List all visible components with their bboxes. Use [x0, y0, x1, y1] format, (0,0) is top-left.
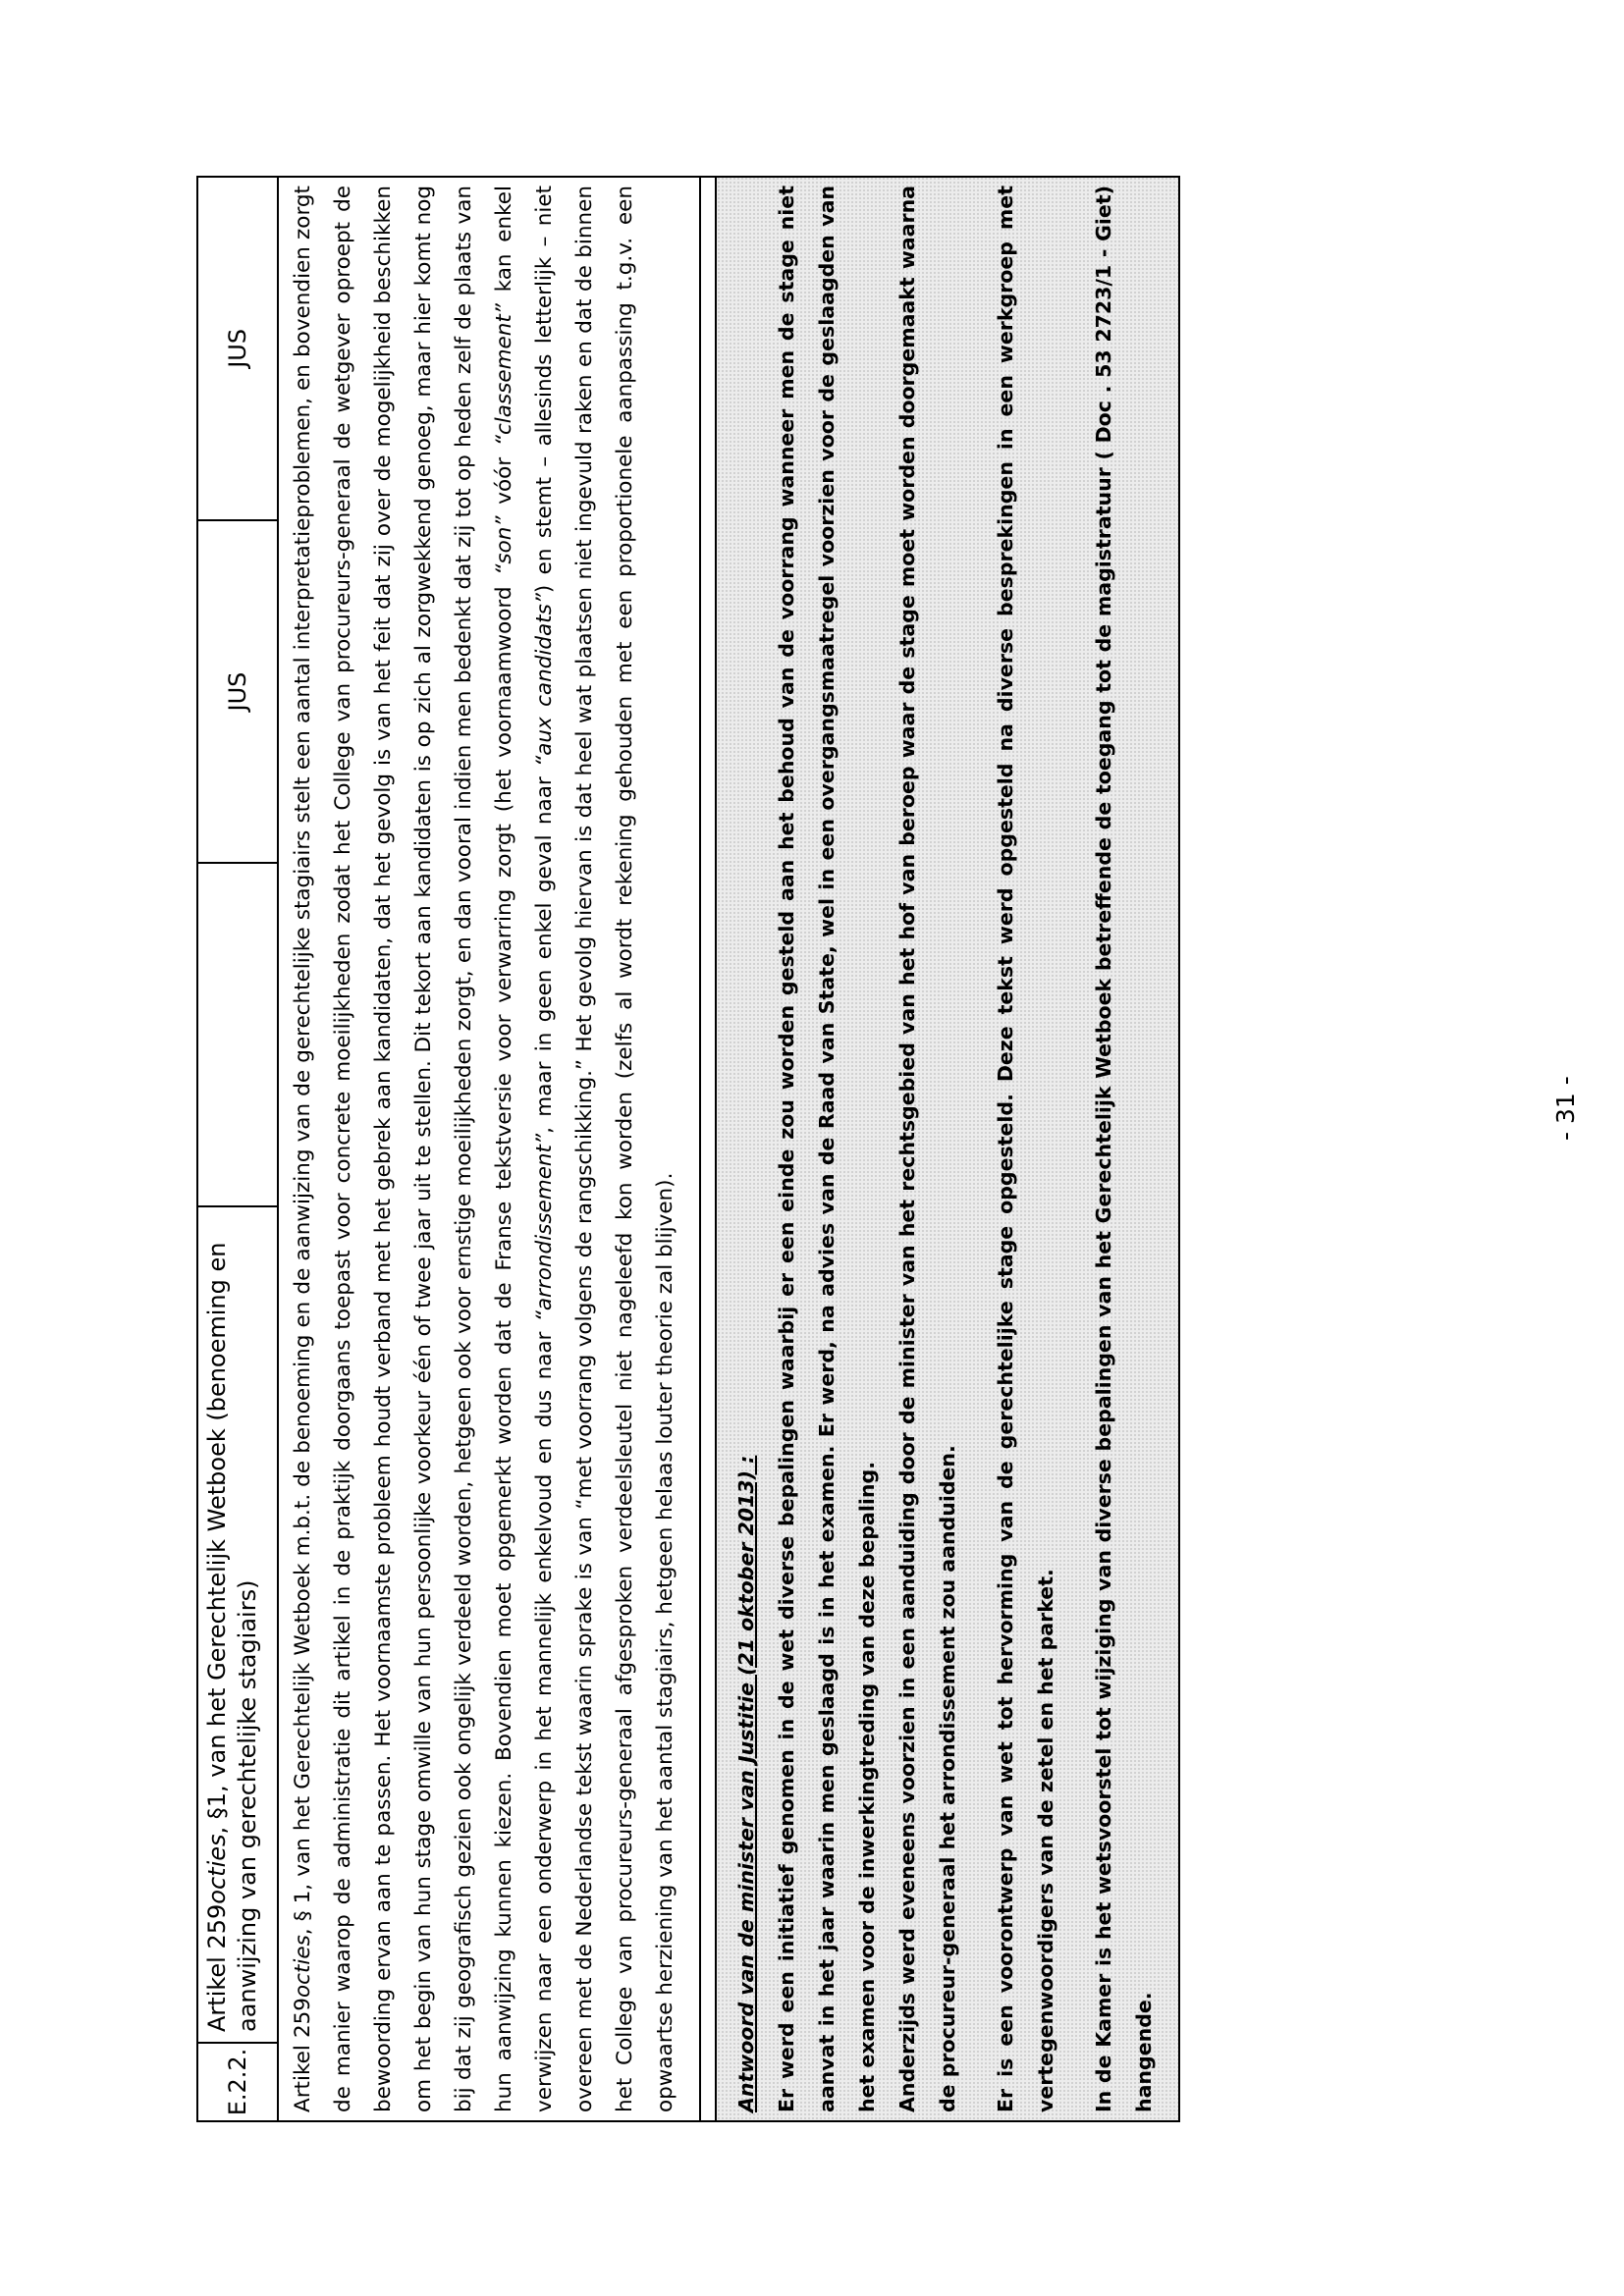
answer-row [716, 177, 1179, 2121]
page-number: - 31 - [1551, 1076, 1580, 1141]
answer-paragraph-3: Er is een voorontwerp van wet tot hervorming van de gerechtelijke stage opgesteld. Deze tekst werd opgesteld na diverse besprekingen in een werkgroep met vertegenwoordigers van de zetel en het parket. [994, 186, 1057, 2112]
answer-heading: Antwoord van de minister van Justitie (21 oktober 2013) : [734, 1455, 758, 2112]
section-title: Artikel 259octies, §1, van het Gerechtelijk Wetboek (benoeming en aanwijzing van gerechtelijke stagiairs) [197, 1206, 278, 2043]
document-table [196, 176, 1180, 2122]
minister-answer [716, 177, 1179, 2121]
separator-row [700, 177, 716, 2121]
header-cell-jus-1: JUS [197, 520, 278, 864]
answer-paragraph-4: In de Kamer is het wetsvoorstel tot wijziging van diverse bepalingen van het Gerechtelijk Wetboek betreffende de toegang tot de magistratuur ( Doc . 53 2723/1 - Giet) hangende. [1092, 186, 1156, 2112]
answer-paragraph-2: Anderzijds werd eveneens voorzien in een aanduiding door de minister van het rechtsgebied van het hof van beroep waar de stage moet worden doorgemaakt waarna de procureur-generaal het arrondissement zou aanduiden. [895, 186, 959, 2112]
table-header-row [197, 177, 278, 2121]
section-number: E.2.2. [197, 2043, 278, 2121]
body-text: Artikel 259octies, § 1, van het Gerechtelijk Wetboek m.b.t. de benoeming en de aanwijzing van de gerechtelijke stagiairs stelt een aantal interpretatieproblemen, en bovendien zorgt de manier waarop de administratie dit artikel in de praktijk doorgaans toepast voor concrete moeilijkheden zodat het College van procureurs-generaal de wetgever oproept de bewoording ervan aan te passen. Het voornaamste probleem houdt verband met het gebrek aan kandidaten, dat het gevolg is van het feit dat zij over de mogelijkheid beschikken om het begin van hun stage omwille van hun persoonlijke voorkeur één of twee jaar uit te stellen. Dit tekort aan kandidaten is op zich al zorgwekkend genoeg, maar hier komt nog bij dat zij geografisch gezien ook ongelijk verdeeld worden, hetgeen ook voor ernstige moeilijkheden zorgt, en dan vooral indien men bedenkt dat zij tot op heden zelf de plaats van hun aanwijzing kunnen kiezen. Bovendien moet opgemerkt worden dat de Franse tekstversie voor verwarring zorgt (het voornaamwoord “son” vóór “classement” kan enkel verwijzen naar een onderwerp in het mannelijk enkelvoud en dus naar “arrondissement”, maar in geen enkel geval naar “aux candidats”) en stemt – allesinds letterlijk – niet overeen met de Nederlandse tekst waarin sprake is van “met voorrang volgens de rangschikking.” Het gevolg hiervan is dat heel wat plaatsen niet ingevuld raken en dat de binnen het College van procureurs-generaal afgesproken verdeelsleutel niet nageleefd kon worden (zelfs al wordt rekening gehouden met een proportionele aanpassing t.g.v. een opwaartse herziening van het aantal stagiairs, hetgeen helaas louter theorie zal blijven). [278, 177, 700, 2121]
rotated-page-content [196, 176, 1198, 2122]
header-cell-jus-2: JUS [197, 177, 278, 520]
answer-paragraph-1: Er werd een initiatief genomen in de wet diverse bepalingen waarbij er een einde zou worden gesteld aan het behoud van de voorrang wanneer men de stage niet aanvat in het jaar waarin men geslaagd is in het examen. Er werd, na advies van de Raad van State, wel in een overgangsmaatregel voorzien voor de geslaagden van het examen voor de inwerkingtreding van deze bepaling. [775, 186, 879, 2112]
body-row [278, 177, 700, 2121]
header-cell-empty [197, 863, 278, 1206]
